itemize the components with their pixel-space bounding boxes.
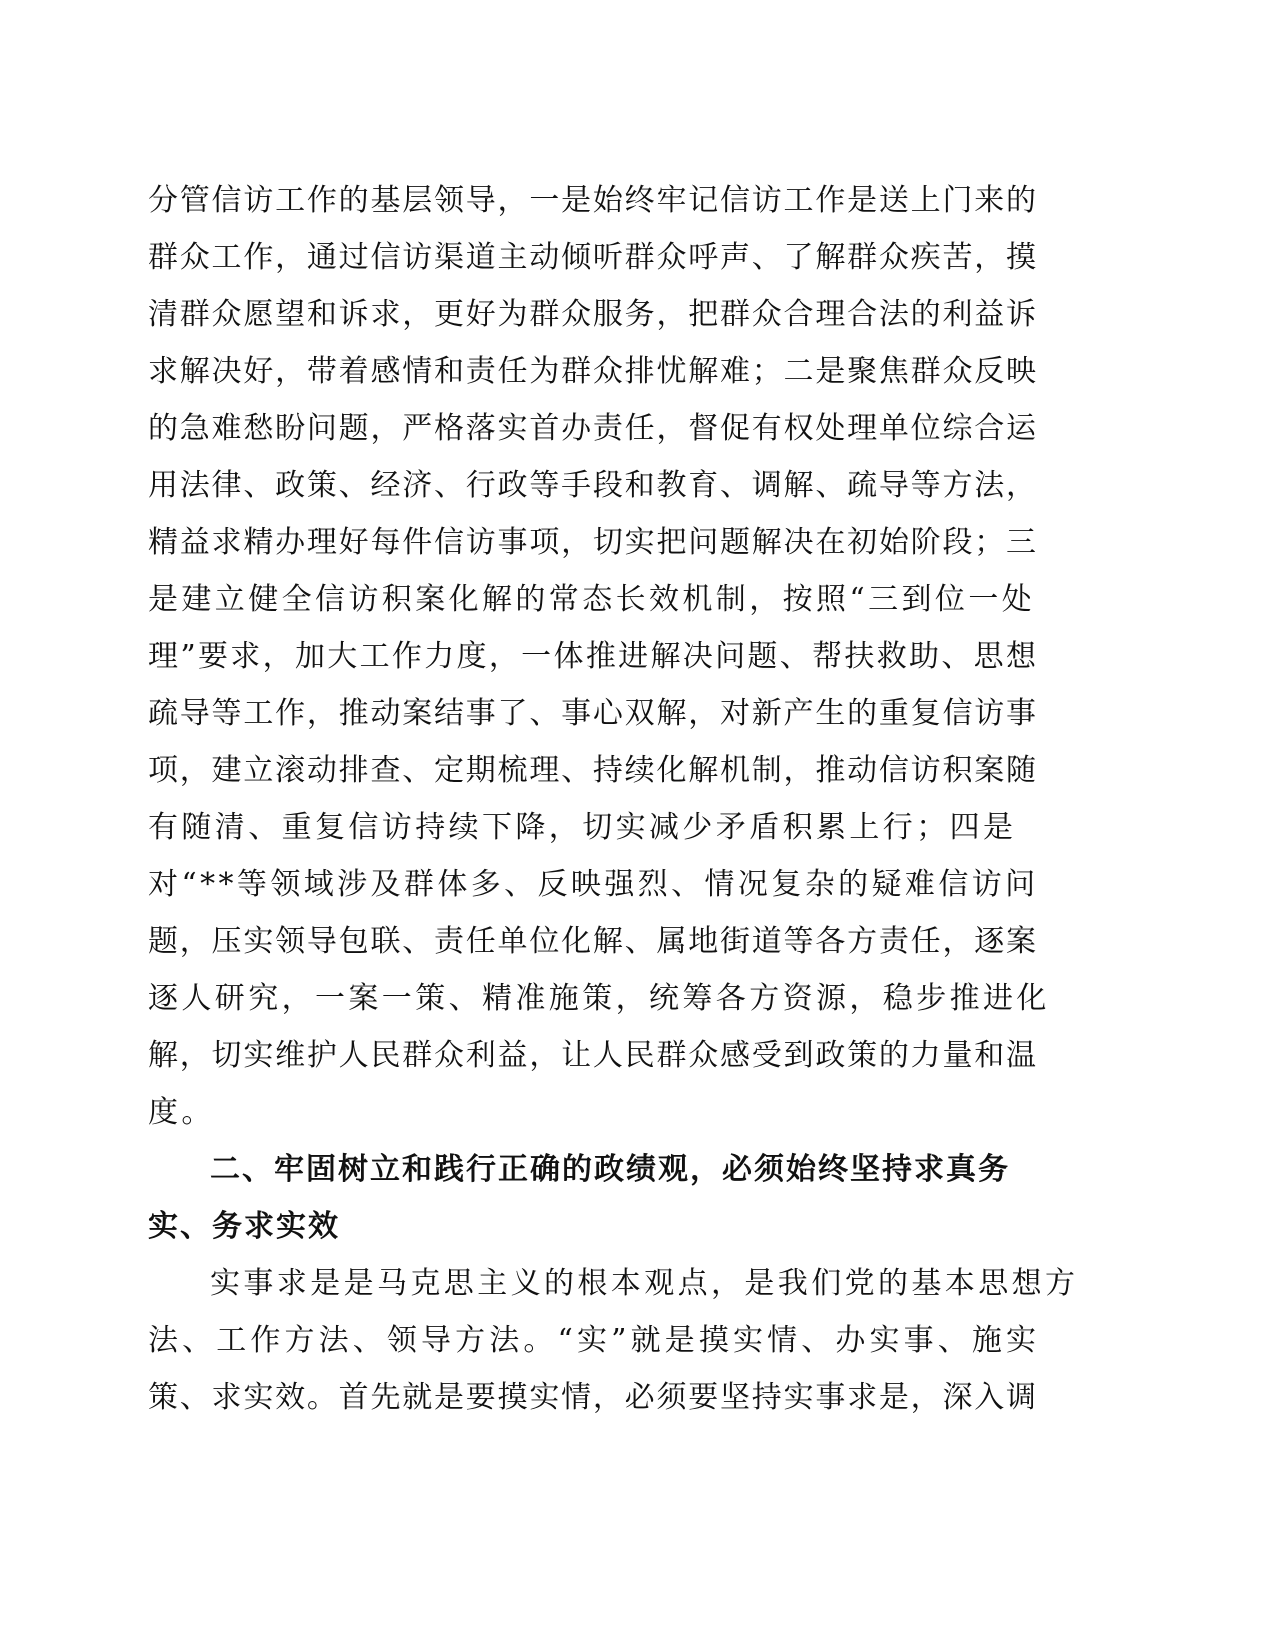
text-line: 有随清、重复信访持续下降，切实减少矛盾积累上行；四是 xyxy=(148,810,1017,845)
document-page xyxy=(148,172,1079,1426)
text-line: 清群众愿望和诉求，更好为群众服务，把群众合理合法的利益诉 xyxy=(148,297,1036,332)
text-line: 策、求实效。首先就是要摸实情，必须要坚持实事求是，深入调 xyxy=(148,1380,1036,1415)
text-line: 度。 xyxy=(148,1095,215,1130)
text-line: 法、工作方法、领导方法。“实”就是摸实情、办实事、施实 xyxy=(148,1323,1036,1358)
text-line: 求解决好，带着感情和责任为群众排忧解难；二是聚焦群众反映 xyxy=(148,354,1036,389)
text-line: 题，压实领导包联、责任单位化解、属地街道等各方责任，逐案 xyxy=(148,924,1036,959)
text-line: 理”要求，加大工作力度，一体推进解决问题、帮扶救助、思想 xyxy=(148,639,1036,674)
heading-line: 二、牢固树立和践行正确的政绩观，必须始终坚持求真务 xyxy=(210,1152,1010,1187)
heading-line: 实、务求实效 xyxy=(148,1209,340,1244)
text-line: 解，切实维护人民群众利益，让人民群众感受到政策的力量和温 xyxy=(148,1038,1036,1073)
text-line: 是建立健全信访积案化解的常态长效机制，按照“三到位一处 xyxy=(148,582,1036,617)
text-line: 对“**等领域涉及群体多、反映强烈、情况复杂的疑难信访问 xyxy=(148,867,1039,902)
text-line: 用法律、政策、经济、行政等手段和教育、调解、疏导等方法， xyxy=(148,468,1036,503)
text-line: 项，建立滚动排查、定期梳理、持续化解机制，推动信访积案随 xyxy=(148,753,1036,788)
text-line: 实事求是是马克思主义的根本观点，是我们党的基本思想方 xyxy=(210,1266,1079,1301)
text-line: 分管信访工作的基层领导，一是始终牢记信访工作是送上门来的 xyxy=(148,183,1036,218)
text-line: 的急难愁盼问题，严格落实首办责任，督促有权处理单位综合运 xyxy=(148,411,1036,446)
body-paragraph-2 xyxy=(148,1255,1079,1426)
section-heading-2 xyxy=(148,1141,1036,1255)
text-line: 群众工作，通过信访渠道主动倾听群众呼声、了解群众疾苦，摸 xyxy=(148,240,1036,275)
body-paragraph-1 xyxy=(148,172,1050,1141)
text-line: 疏导等工作，推动案结事了、事心双解，对新产生的重复信访事 xyxy=(148,696,1036,731)
text-line: 精益求精办理好每件信访事项，切实把问题解决在初始阶段；三 xyxy=(148,525,1036,560)
text-line: 逐人研究，一案一策、精准施策，统筹各方资源，稳步推进化 xyxy=(148,981,1050,1016)
